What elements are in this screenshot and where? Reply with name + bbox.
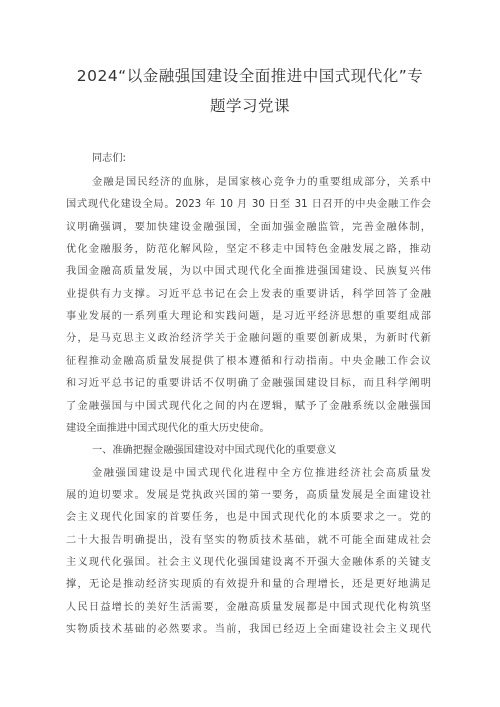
greeting: 同志们:: [92, 153, 126, 164]
body-text-line: 一、准确把握金融强国建设对中国式现代化的重要意义: [92, 445, 337, 457]
document-title-line-1: 2024“以金融强国建设全面推进中国式现代化”专: [76, 67, 424, 85]
body-text-line: 实物质技术基础的必然要求。当前，我国已经迈上全面建设社会主义现代: [66, 624, 431, 635]
body-text-line: 建设全面推进中国式现代化的重大历史使命。: [66, 422, 270, 434]
body-text-line: 金融强国建设是中国式现代化进程中全方位推进经济社会高质量发: [92, 467, 431, 479]
body-text-line: 撑，无论是推动经济实现质的有效提升和量的合理增长，还是更好地满足: [66, 579, 431, 591]
body-text-line: 二十大报告明确提出，没有坚实的物质技术基础，就不可能全面建成社会: [66, 534, 431, 546]
body-text-line: 议明确强调，要加快建设金融强国，全面加强金融监管，完善金融体制，: [66, 221, 431, 233]
body-text-line: 展的迫切要求。发展是党执政兴国的第一要务，高质量发展是全面建设社: [66, 489, 431, 501]
body-text-line: 人民日益增长的美好生活需要，金融高质量发展都是中国式现代化构筑坚: [66, 601, 431, 613]
body-text-line: 分，是马克思主义政治经济学关于金融问题的重要创新成果，为新时代新: [66, 333, 431, 345]
body-text-line: 业提供有力支撑。习近平总书记在会上发表的重要讲话，科学回答了金融: [66, 288, 431, 300]
body-text-line: 事业发展的一系列重大理论和实践问题，是习近平经济思想的重要组成部: [66, 311, 431, 323]
document-title-line-2: 题学习党课: [209, 97, 290, 115]
body-text-line: 主义现代化强国。社会主义现代化强国建设离不开强大金融体系的关键支: [66, 556, 431, 568]
body-text-line: 金融是国民经济的血脉，是国家核心竞争力的重要组成部分，关系中: [92, 177, 431, 188]
body-text-line: 和习近平总书记的重要讲话不仅明确了金融强国建设目标，而且科学阐明: [66, 378, 431, 390]
body-text-line: 我国金融高质量发展，为以中国式现代化全面推进强国建设、民族复兴伟: [66, 266, 431, 278]
body-text-line: 国式现代化建设全局。2023 年 10 月 30 日至 31 日召开的中央金融工作会: [66, 199, 431, 211]
body-text-line: 优化金融服务，防范化解风险，坚定不移走中国特色金融发展之路，推动: [66, 244, 431, 256]
body-text-line: 了金融强国与中国式现代化之间的内在逻辑，赋予了金融系统以金融强国: [66, 400, 431, 412]
body-text-line: 征程推动金融高质量发展提供了根本遵循和行动指南。中央金融工作会议: [66, 355, 431, 367]
body-text-line: 会主义现代化国家的首要任务，也是中国式现代化的本质要求之一。党的: [66, 512, 431, 524]
